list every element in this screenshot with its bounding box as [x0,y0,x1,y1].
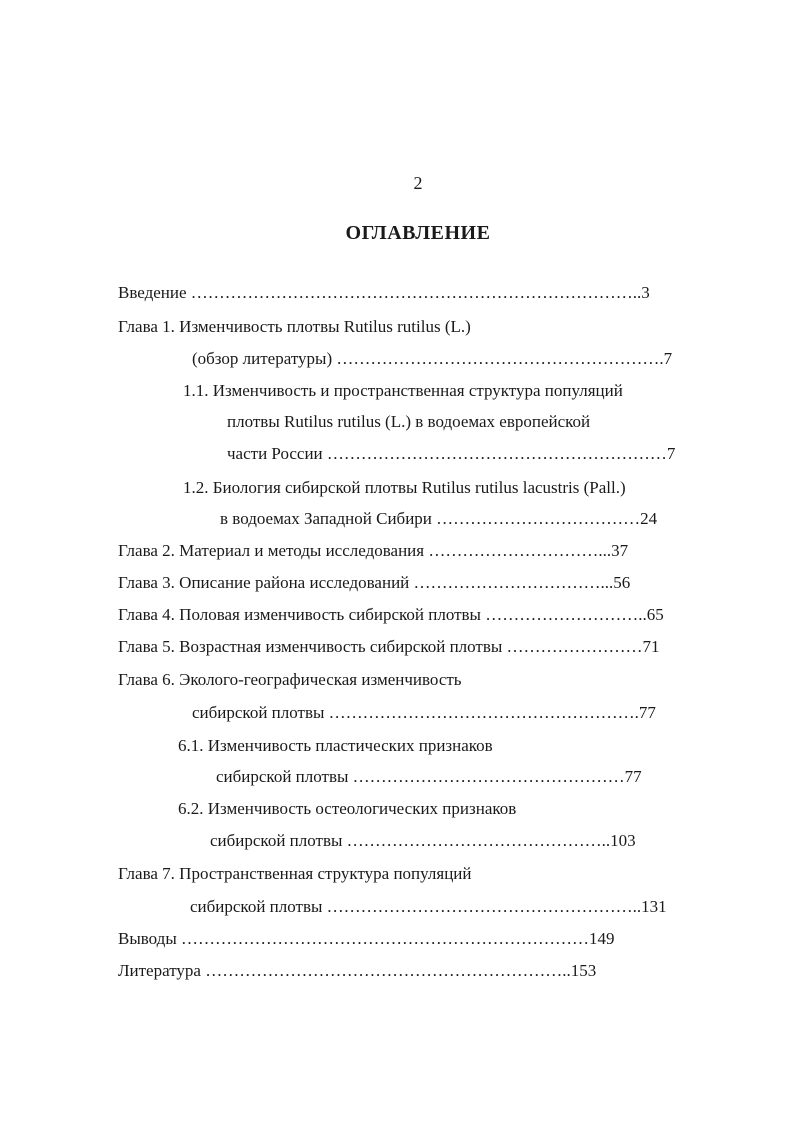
page-title: ОГЛАВЛЕНИЕ [345,222,491,244]
toc-entry-section-6-1: 6.1. Изменчивость пластических признаков [178,736,493,755]
toc-entry-section-1-2-cont: в водоемах Западной Сибири ………………………………24 [220,509,658,528]
toc-entry-chapter-4: Глава 4. Половая изменчивость сибирской плотвы ………………………..65 [118,605,664,624]
toc-entry-section-6-2: 6.2. Изменчивость остеологических признаков [178,799,517,818]
toc-entry-section-1-1-cont2: части России ……………………………………………………7 [227,444,676,463]
toc-entry-section-1-1-cont: плотвы Rutilus rutilus (L.) в водоемах европейской [227,412,591,431]
toc-entry-chapter-3: Глава 3. Описание района исследований ……………………………...56 [118,573,631,592]
toc-entry-chapter-1: Глава 1. Изменчивость плотвы Rutilus rutilus (L.) [118,317,471,336]
toc-entry-chapter-7-cont: сибирской плотвы ………………………………………………..131 [190,897,667,916]
toc-entry-chapter-5: Глава 5. Возрастная изменчивость сибирской плотвы ……………………71 [118,637,660,656]
toc-entry-section-6-2-cont: сибирской плотвы ………………………………………..103 [210,831,636,850]
toc-entry-introduction: Введение ……………………………………………………………………..3 [118,283,650,302]
toc-entry-chapter-6: Глава 6. Эколого-географическая изменчивость [118,670,462,689]
toc-entry-section-1-1: 1.1. Изменчивость и пространственная структура популяций [183,381,623,400]
toc-entry-chapter-1-cont: (обзор литературы) ………………………………………………….7 [192,349,673,368]
toc-entry-conclusions: Выводы ………………………………………………………………149 [118,929,615,948]
toc-entry-chapter-7: Глава 7. Пространственная структура популяций [118,864,472,883]
toc-entry-literature: Литература ………………………………………………………..153 [118,961,597,980]
toc-entry-chapter-6-cont: сибирской плотвы ……………………………………………….77 [192,703,656,722]
toc-entry-section-6-1-cont: сибирской плотвы …………………………………………77 [216,767,642,786]
toc-entry-chapter-2: Глава 2. Материал и методы исследования …………………………...37 [118,541,629,560]
toc-entry-section-1-2: 1.2. Биология сибирской плотвы Rutilus rutilus lacustris (Pall.) [183,478,626,497]
page-number: 2 [413,173,423,193]
